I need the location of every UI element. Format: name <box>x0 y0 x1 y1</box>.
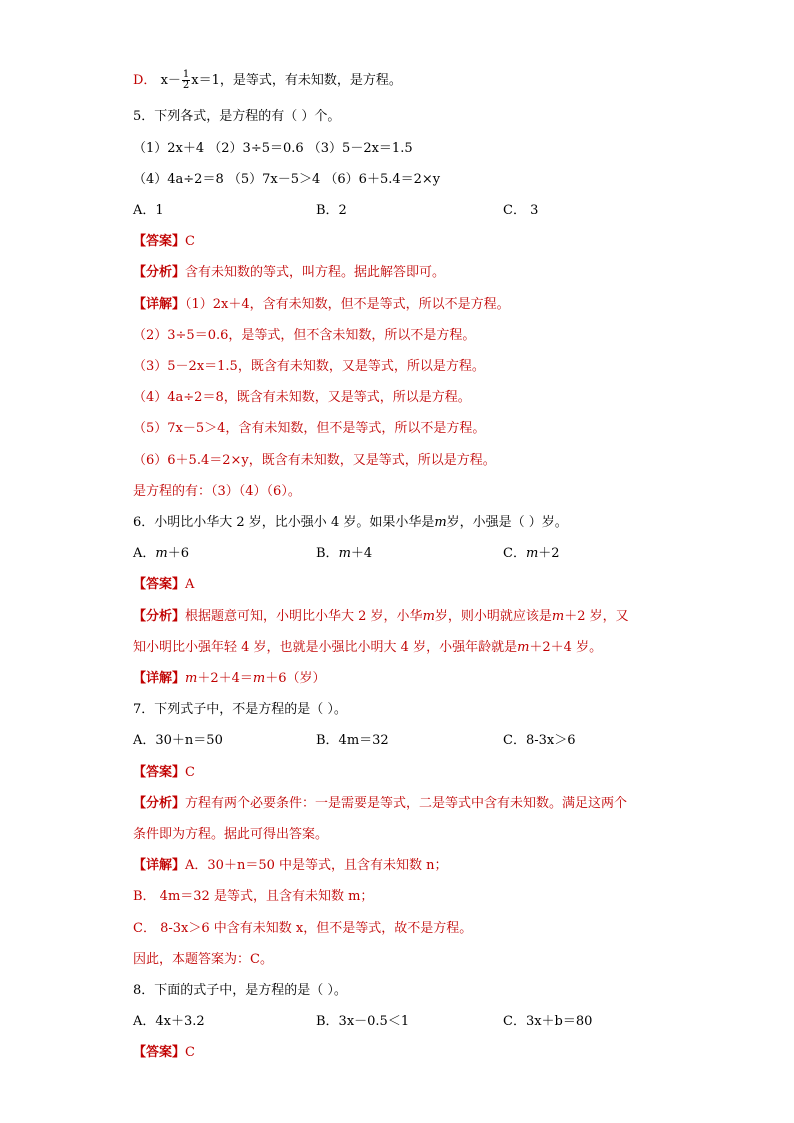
q5-option-b: B．2 <box>316 203 347 218</box>
q7-conclusion: 因此，本题答案为：C。 <box>133 952 273 967</box>
q6-analysis-2: 知小明比小强年轻 4 岁，也就是小强比小明大 4 岁，小强年龄就是m＋2＋4 岁。 <box>133 640 603 655</box>
q7-analysis-1: 【分析】方程有两个必要条件：一是需要是等式，二是等式中含有未知数。满足这两个 <box>133 796 628 811</box>
q7-answer: 【答案】C <box>133 765 195 780</box>
q5-expr-row-1: （1）2x＋4 （2）3÷5＝0.6 （3）5－2x＝1.5 <box>133 141 413 156</box>
q5-stem: 5．下列各式，是方程的有（ ）个。 <box>133 109 341 124</box>
q5-detail-3: （3）5－2x＝1.5，既含有未知数，又是等式，所以是方程。 <box>133 359 485 374</box>
q6-answer: 【答案】A <box>133 577 195 592</box>
q4-option-d-pre: x－ <box>160 73 181 88</box>
q7-option-a: A．30＋n＝50 <box>133 733 223 748</box>
q5-detail-1: 【详解】（1）2x＋4，含有未知数，但不是等式，所以不是方程。 <box>133 297 510 312</box>
q5-detail-6: （6）6＋5.4＝2×y，既含有未知数，又是等式，所以是方程。 <box>133 453 496 468</box>
variable-m: m <box>434 515 447 530</box>
q7-option-b: B．4m＝32 <box>316 733 389 748</box>
q7-detail-1: 【详解】A．30＋n＝50 中是等式，且含有未知数 n； <box>133 858 448 873</box>
q5-answer: 【答案】C <box>133 234 195 249</box>
q6-option-c: C．m＋2 <box>503 546 560 561</box>
q6-option-b: B．m＋4 <box>316 546 373 561</box>
q7-analysis-2: 条件即为方程。据此可得出答案。 <box>133 827 329 842</box>
q6-analysis-1: 【分析】根据题意可知，小明比小华大 2 岁，小华m岁，则小明就应该是m＋2 岁，又 <box>133 609 629 624</box>
q7-stem: 7．下列式子中，不是方程的是（ ）。 <box>133 702 347 717</box>
q8-stem: 8．下面的式子中，是方程的是（ ）。 <box>133 983 347 998</box>
q7-detail-2: B． 4m＝32 是等式，且含有未知数 m； <box>133 889 374 904</box>
q8-option-b: B．3x－0.5＜1 <box>316 1014 410 1029</box>
q4-option-d <box>133 70 402 90</box>
q4-option-d-label: D． <box>133 73 157 88</box>
q7-option-c: C．8-3x＞6 <box>503 733 576 748</box>
q6-option-a: A．m＋6 <box>133 546 189 561</box>
q5-detail-4: （4）4a÷2＝8，既含有未知数，又是等式，所以是方程。 <box>133 390 471 405</box>
fraction-one-half: $\frac{1}{2}$ <box>182 69 190 91</box>
q6-stem: 6．小明比小华大 2 岁，比小强小 4 岁。如果小华是m岁，小强是（ ）岁。 <box>133 515 568 530</box>
q4-option-d-post: x＝1，是等式，有未知数，是方程。 <box>191 73 402 88</box>
q5-analysis: 【分析】含有未知数的等式，叫方程。据此解答即可。 <box>133 265 446 280</box>
q5-conclusion: 是方程的有：（3）（4）（6）。 <box>133 484 301 499</box>
q5-option-c: C． 3 <box>503 203 539 218</box>
q5-expr-row-2: （4）4a÷2＝8 （5）7x－5＞4 （6）6＋5.4＝2×y <box>133 172 441 187</box>
q5-detail-2: （2）3÷5＝0.6，是等式，但不含未知数，所以不是方程。 <box>133 328 476 343</box>
q5-detail-5: （5）7x－5＞4，含有未知数，但不是等式，所以不是方程。 <box>133 421 486 436</box>
q8-option-c: C．3x＋b＝80 <box>503 1014 593 1029</box>
q7-detail-3: C． 8-3x＞6 中含有未知数 x，但不是等式，故不是方程。 <box>133 921 473 936</box>
q6-detail: 【详解】m＋2＋4＝m＋6（岁） <box>133 671 326 686</box>
q8-answer: 【答案】C <box>133 1045 195 1060</box>
q8-option-a: A．4x＋3.2 <box>133 1014 205 1029</box>
q5-option-a: A．1 <box>133 203 164 218</box>
